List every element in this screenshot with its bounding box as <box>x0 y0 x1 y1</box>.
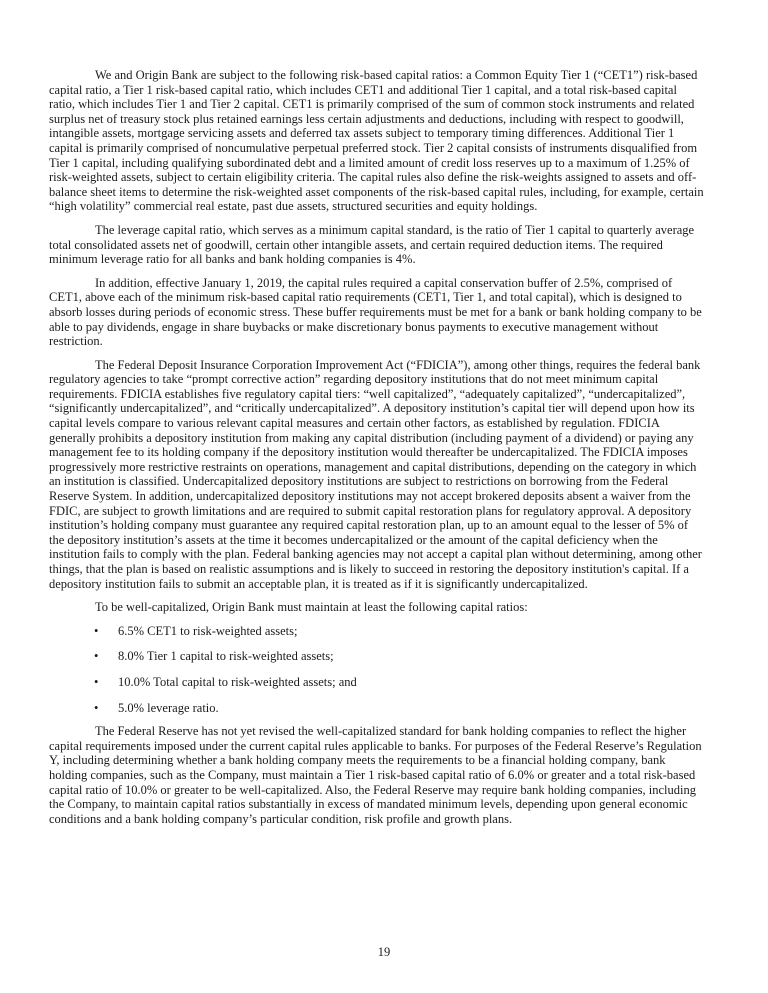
bullet-glyph: • <box>94 623 99 638</box>
bullet-text-cet1: 6.5% CET1 to risk-weighted assets; <box>118 623 298 638</box>
bullet-text-tier1: 8.0% Tier 1 capital to risk-weighted assets; <box>118 649 334 664</box>
paragraph-federal-reserve-standard: The Federal Reserve has not yet revised the well-capitalized standard for bank holding companies to reflect the higher capital requirements imposed under the current capital rules applicable to banks. For purposes of the Federal Reserve’s Regulation Y, including determining whether a bank holding company meets the requirements to be a financial holding company, bank holding companies, such as the Company, must maintain a Tier 1 risk-based capital ratio of 6.0% or greater and a total risk-based capital ratio of 10.0% or greater to be well-capitalized. Also, the Federal Reserve may require bank holding companies, including the Company, to maintain capital ratios substantially in excess of mandated minimum levels, depending upon general economic conditions and a bank holding company’s particular condition, risk profile and growth plans. <box>49 724 702 826</box>
capital-ratio-bullet-list <box>49 624 706 715</box>
bullet-item-total-capital <box>49 675 706 690</box>
bullet-text-total-capital: 10.0% Total capital to risk-weighted assets; and <box>118 674 357 689</box>
bullet-glyph: • <box>94 700 99 715</box>
bullet-item-cet1 <box>49 624 706 639</box>
paragraph-fdicia: The Federal Deposit Insurance Corporation Improvement Act (“FDICIA”), among other things, requires the federal bank regulatory agencies to take “prompt corrective action” regarding depository institutions that do not meet minimum capital requirements. FDICIA establishes five regulatory capital tiers: “well capitalized”, “adequately capitalized”, “undercapitalized”, “significantly undercapitalized”, and “critically undercapitalized”. A depository institution’s capital tier will depend upon how its capital levels compare to various relevant capital measures and certain other factors, as established by regulation. FDICIA generally prohibits a depository institution from making any capital distribution (including payment of a dividend) or paying any management fee to its holding company if the depository institution would thereafter be undercapitalized. The FDICIA imposes progressively more restrictive restraints on operations, management and capital distributions, depending on the category in which an institution is classified. Undercapitalized depository institutions are subject to restrictions on borrowing from the Federal Reserve System. In addition, undercapitalized depository institutions may not accept brokered deposits absent a waiver from the FDIC, are subject to growth limitations and are required to submit capital restoration plans for regulatory approval. A depository institution’s holding company must guarantee any required capital restoration plan, up to an amount equal to the lesser of 5% of the depository institution’s assets at the time it becomes undercapitalized or the amount of the capital deficiency when the institution fails to comply with the plan. Federal banking agencies may not accept a capital plan without determining, among other things, that the plan is based on realistic assumptions and is likely to succeed in restoring the depository institution's capital. If a depository institution fails to submit an acceptable plan, it is treated as if it is significantly undercapitalized. <box>49 357 702 591</box>
paragraph-capital-conservation-buffer: In addition, effective January 1, 2019, the capital rules required a capital conservation buffer of 2.5%, comprised of CET1, above each of the minimum risk-based capital ratio requirements (CET1, Tier 1, and total capital), which is designed to absorb losses during periods of economic stress. These buffer requirements must be met for a bank or bank holding company to be able to pay dividends, engage in share buybacks or make discretionary bonus payments to executive management without restriction. <box>49 275 702 349</box>
bullet-item-leverage <box>49 701 706 716</box>
paragraph-risk-based-capital-ratios: We and Origin Bank are subject to the following risk-based capital ratios: a Common Equity Tier 1 (“CET1”) risk-based capital ratio, a Tier 1 risk-based capital ratio, which includes CET1 and additional Tier 1 capital, and a total risk-based capital ratio, which includes Tier 1 and Tier 2 capital. CET1 is primarily comprised of the sum of common stock instruments and related surplus net of treasury stock plus retained earnings less certain adjustments and deductions, including with respect to goodwill, intangible assets, mortgage servicing assets and deferred tax assets subject to temporary timing differences. Additional Tier 1 capital is primarily comprised of noncumulative perpetual preferred stock. Tier 2 capital consists of instruments disqualified from Tier 1 capital, including qualifying subordinated debt and a limited amount of credit loss reserves up to a maximum of 1.25% of risk-weighted assets, subject to certain eligibility criteria. The capital rules also define the risk-weights assigned to assets and off-balance sheet items to determine the risk-weighted asset components of the risk-based capital rules, including, for example, certain “high volatility” commercial real estate, past due assets, structured securities and equity holdings. <box>49 68 704 214</box>
document-body <box>49 68 706 835</box>
bullet-text-leverage: 5.0% leverage ratio. <box>118 700 219 715</box>
page-number: 19 <box>377 945 391 959</box>
bullet-glyph: • <box>94 649 99 664</box>
paragraph-well-capitalized-intro: To be well-capitalized, Origin Bank must maintain at least the following capital ratios: <box>95 600 528 615</box>
bullet-item-tier1 <box>49 649 706 664</box>
bullet-glyph: • <box>94 674 99 689</box>
paragraph-leverage-capital-ratio: The leverage capital ratio, which serves as a minimum capital standard, is the ratio of Tier 1 capital to quarterly average total consolidated assets net of goodwill, certain other intangible assets, and certain required deduction items. The required minimum leverage ratio for all banks and bank holding companies is 4%. <box>49 222 695 267</box>
